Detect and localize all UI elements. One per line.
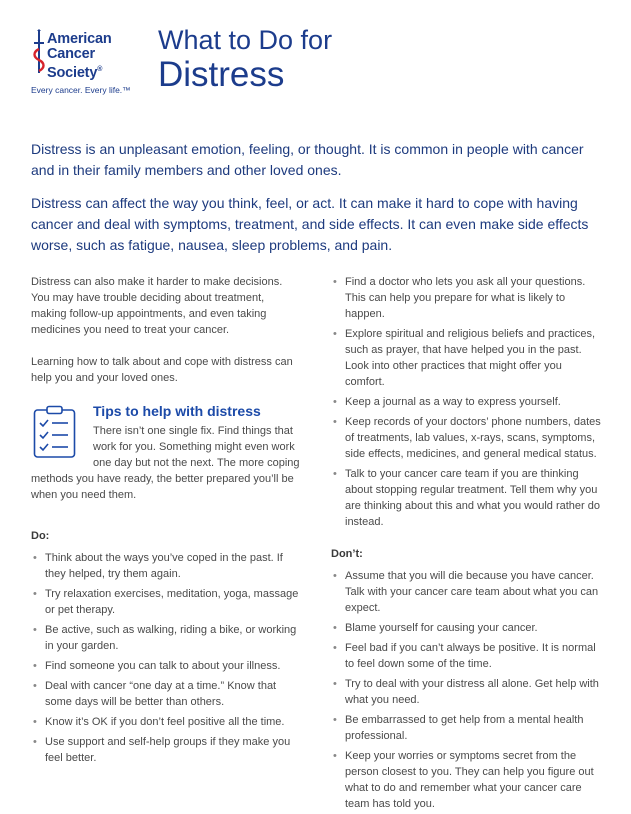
list-item: • Keep a journal as a way to express yourself. [331,394,603,410]
list-item: • Blame yourself for causing your cancer. [331,620,603,636]
do-heading: Do: [31,530,50,542]
list-item: • Assume that you will die because you have cancer. Talk with your cancer care team about what you can expect. [331,568,603,616]
body-paragraph: Distress can also make it harder to make decisions. You may have trouble deciding about treatment, making follow-up appointments, and even taking medicines you need to treat your cancer. [31,276,283,336]
list-item: • Know it’s OK if you don’t feel positive all the time. [31,714,301,730]
list-item: • Try relaxation exercises, meditation, yoga, massage or pet therapy. [31,586,301,618]
list-item: • Find someone you can talk to about your illness. [31,658,301,674]
list-item: • Deal with cancer “one day at a time.” Know that some days will be better than others. [31,678,301,710]
list-item: • Talk to your cancer care team if you are thinking about stopping regular treatment. Tell them why you are thinking about this and what you would rather do instead. [331,466,603,530]
dont-list [331,568,603,812]
list-item: • Think about the ways you’ve coped in the past. If they helped, try them again. [31,550,301,582]
tips-list [331,274,603,530]
list-item: • Be active, such as walking, riding a bike, or working in your garden. [31,622,301,654]
tips-box [31,402,301,502]
intro-paragraph-2: Distress can affect the way you think, feel, or act. It can make it hard to cope with having cancer and deal with symptoms, treatment, and side effects. It can even make side effects worse, such as fatigue, nausea, sleep problems, and pain. [31,195,589,253]
tips-text: There isn’t one single fix. Find things that work for you. Something might even work one day but not the next. The more coping methods you have ready, the better prepared you’ll be when you need them. [31,425,300,501]
page-title: What to Do for Distress [158,25,333,94]
body-paragraph: Learning how to talk about and cope with distress can help you and your loved ones. [31,356,293,384]
sword-of-hope-icon [31,29,47,77]
list-item: • Feel bad if you can’t always be positive. It is normal to feel down some of the time. [331,640,603,672]
list-item: • Find a doctor who lets you ask all your questions. This can help you prepare for what is likely to happen. [331,274,603,322]
intro-paragraph-1: Distress is an unpleasant emotion, feeling, or thought. It is common in people with cancer and in their family members and other loved ones. [31,141,584,178]
list-item: • Use support and self-help groups if they make you feel better. [31,734,301,766]
acs-logo [31,29,151,99]
logo-tagline: Every cancer. Every life.™ [31,85,131,95]
logo-wordmark: American Cancer Society® [47,31,112,81]
tips-heading: Tips to help with distress [93,403,261,419]
left-column [31,274,301,770]
list-item: • Explore spiritual and religious beliefs and practices, such as prayer, that have helped you in the past. Look into other practices that might offer you comfort. [331,326,603,390]
right-column [331,274,603,814]
do-list [31,550,301,766]
list-item: • Keep your worries or symptoms secret from the person closest to you. They can help you figure out what to do and remember what your cancer care team has told you. [331,748,603,812]
list-item: • Be embarrassed to get help from a mental health professional. [331,712,603,744]
list-item: • Keep records of your doctors’ phone numbers, dates of treatments, lab values, x-rays, scans, symptoms, side effects, medicines, and general medical status. [331,414,603,462]
list-item: • Try to deal with your distress all alone. Get help with what you need. [331,676,603,708]
dont-heading: Don’t: [331,548,363,560]
